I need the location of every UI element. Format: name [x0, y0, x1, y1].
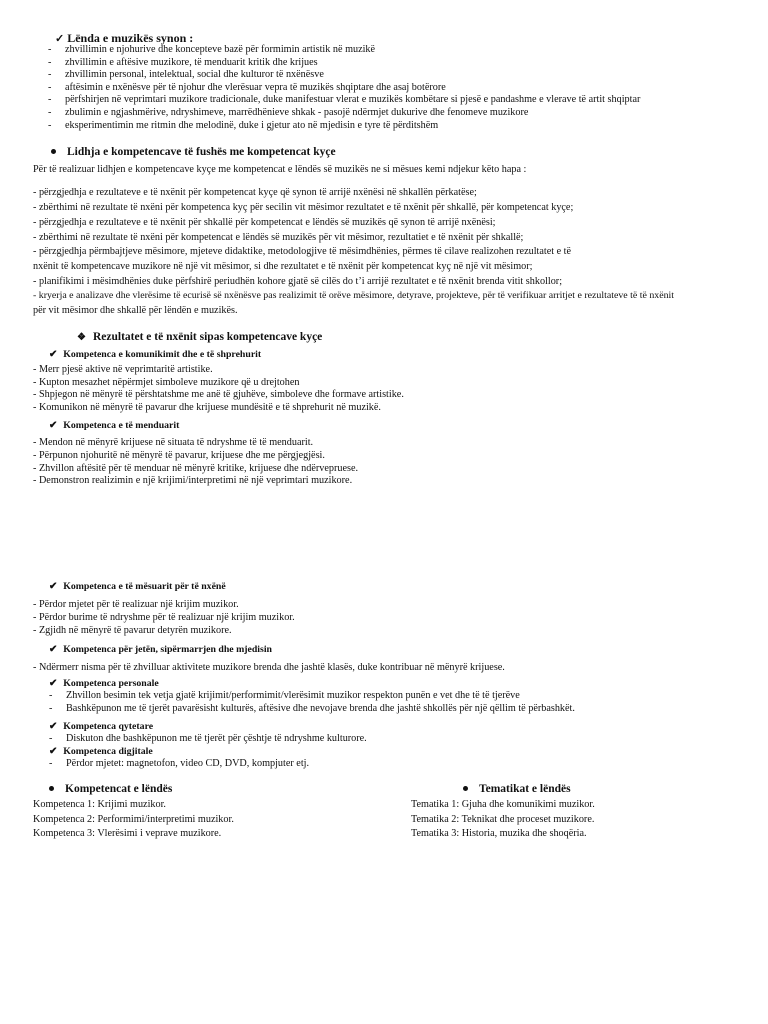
- check-icon: ✔: [49, 420, 58, 431]
- section2-intro: Për të realizuar lidhjen e kompetencave kyçe me kompetencat e lëndës së muzikës ne si mësues kemi ndjekur këto hapa :: [33, 164, 527, 175]
- diamond-bullet-icon: ❖: [77, 332, 86, 343]
- section3-title: ❖ Rezultatet e të nxënit sipas kompetencave kyçe: [77, 331, 323, 343]
- list-item: - Përdor burime të ndryshme për të realizuar një krijim muzikor.: [33, 611, 295, 623]
- list-item: - Shpjegon në mënyrë të përshtatshme me anë të gjuhëve, simboleve dhe formave artistike.: [33, 389, 404, 401]
- list-item: - Përdor mjetet për të realizuar një krijim muzikor.: [33, 599, 239, 610]
- list-item: Tematika 3: Historia, muzika dhe shoqëria.: [411, 828, 587, 839]
- list-item: nxënit të kompetencave muzikore në një vit mësimor, si dhe rezultatet e të nxënit për kompetencat kyç në një vit mësimor;: [33, 261, 533, 272]
- mjedisin-title: ✔ Kompetenca për jetën, sipërmarrjen dhe mjedisin: [49, 644, 273, 655]
- check-icon: ✔: [49, 644, 58, 655]
- menduarit-title: ✔ Kompetenca e të menduarit: [49, 420, 180, 431]
- list-item: - kryerja e analizave dhe vlerësime të ecurisë së nxënësve pas realizimit të orëve mësimore, detyrave, projekteve, për të verifikuar arritjet e rezultateve të të nxënit: [33, 290, 675, 301]
- mesuarit-title: ✔ Kompetenca e të mësuarit për të nxënë: [49, 581, 226, 592]
- check-icon: ✔: [49, 746, 58, 757]
- round-bullet-icon: [463, 782, 479, 796]
- komunikimit-title: ✔ Kompetenca e komunikimit dhe e të shprehurit: [49, 349, 262, 360]
- list-item: - zbërthimi në rezultate të nxëni për kompetencat e lëndës së muzikës për vit mësimor, rezultatiet e të nxënit për shkallë;: [33, 231, 524, 243]
- list-item: Kompetenca 3: Vlerësimi i veprave muzikore.: [33, 828, 222, 839]
- round-bullet-icon: [51, 145, 67, 159]
- tematikat-title: Tematikat e lëndës: [463, 782, 571, 796]
- list-item: - planifikimi i mësimdhënies duke përfshirë periudhën kohore gjatë së cilës do t’i arrijë rezultatet e të nxënit brenda vitit shkollor;: [33, 275, 563, 287]
- list-item: - Mendon në mënyrë krijuese në situata të ndryshme të të menduarit.: [33, 437, 314, 448]
- qytetare-title: ✔ Kompetenca qytetare: [49, 721, 154, 732]
- list-item: - Zgjidh në mënyrë të pavarur detyrën muzikore.: [33, 624, 232, 636]
- list-item: - Kupton mesazhet nëpërmjet simboleve muzikore që u drejtohen: [33, 376, 300, 388]
- digjitale-title: ✔ Kompetenca digjitale: [49, 746, 153, 757]
- round-bullet-icon: [49, 782, 65, 796]
- check-icon: ✓: [55, 33, 65, 45]
- check-icon: ✔: [49, 349, 58, 360]
- personale-title: ✔ Kompetenca personale: [49, 678, 159, 689]
- list-item: Kompetenca 1: Krijimi muzikor.: [33, 799, 166, 810]
- list-item: - Merr pjesë aktive në veprimtaritë artistike.: [33, 364, 213, 375]
- list-item: Kompetenca 2: Performimi/interpretimi muzikor.: [33, 813, 234, 825]
- list-item: Tematika 2: Teknikat dhe proceset muzikore.: [411, 813, 595, 825]
- list-item: - Demonstron realizimin e një krijimi/interpretimi në një veprimtari muzikore.: [33, 475, 353, 487]
- list-item: - përzgjedhja përmbajtjeve mësimore, mjeteve didaktike, metodologjive të mësimdhënies, përmes të cilave realizohen rezultatet e të: [33, 246, 572, 257]
- section1-title-text: Lënda e muzikës synon :: [67, 31, 194, 45]
- check-icon: ✔: [49, 581, 58, 592]
- document-page: ✓ Lënda e muzikës synon : - zhvillimin e njohurive dhe koncepteve bazë për formimin artistik në muzikë - zhvillimin e aftësive muzikore, të menduarit kritik dhe krijues - zhvillimin personal, intelektual, social dhe kulturor të nxënësve - aftësimin e nxënësve për të njohur dhe vlerësuar vepra të muzikës shqiptare dhe asaj botërore - përfshirjen në veprimtari muzikore tradicionale, duke manifestuar vlerat e muzikës kombëtare si pjesë e pandashme e vlerave të artit shqiptar - zbulimin e ngjashmërive, ndryshimeve, marrëdhënieve shkak - pasojë ndërmjet dukurive dhe fenomeve muzikore - eksperimentimin me ritmin dhe melodinë, duke i gjetur ato në mjedisin e tyre të përditshëm Lidhja e kompetencave të fushës me kompetencat kyçe Për të realizuar lidhjen e kompetencave kyçe me kompetencat e lëndës së muzikës ne si mësues kemi ndjekur këto hapa : - përzgjedhja e rezultateve e të nxënit për kompetencat kyçe që synon të arrijë nxënësi në shkallën përkatëse; - zbërthimi në rezultate të nxëni për kompetenca kyç për secilin vit mësimor rezultatet e të nxënit për shkallë, për kompetencat kyçe; - përzgjedhja e rezultateve e të nxënit për shkallë për kompetencat e lëndës së muzikës që synon të arrijë nxënësi; - zbërthimi në rezultate të nxëni për kompetencat e lëndës së muzikës për vit mësimor, rezultatiet e të nxënit për shkallë; - përzgjedhja përmbajtjeve mësimore, mjeteve didaktike, metodologjive të mësimdhënies, përmes të cilave realizohen rezultatet e të nxënit të kompetencave muzikore në një vit mësimor, si dhe rezultatet e të nxënit për kompetencat kyç në një vit mësimor; - planifikimi i mësimdhënies duke përfshirë periudhën kohore gjatë së cilës do t’i arrijë rezultatet e të nxënit brenda vitit shkollor; - kryerja e analizave dhe vlerësime të ecurisë së nxënësve pas realizimit të orëve mësimore, detyrave, projekteve, për të verifikuar arritjet e rezultateve të të nxënit për vit mësimor dhe shkallë për lëndën e muzikës. ❖ Rezultatet e të nxënit sipas kompetencave kyçe ✔ Kompetenca e komunikimit dhe e të shprehurit - Merr pjesë aktive në veprimtaritë artistike. - Kupton mesazhet nëpërmjet simboleve muzikore që u drejtohen - Shpjegon në mënyrë të përshtatshme me anë të gjuhëve, simboleve dhe formave artistike. - Komunikon në mënyrë të pavarur dhe krijuese mundësitë e të shprehurit në muzikë. ✔ Kompetenca e të menduarit - Mendon në mënyrë krijuese në situata të ndryshme të të menduarit. - Përpunon njohuritë në mënyrë të pavarur, krijuese dhe me përgjegjësi. - Zhvillon aftësitë për të menduar në mënyrë kritike, krijuese dhe ndërvepruese. - Demonstron realizimin e një krijimi/interpretimi në një veprimtari muzikore. ✔ Kompetenca e të mësuarit për të nxënë - Përdor mjetet për të realizuar një krijim muzikor. - Përdor burime të ndryshme për të realizuar një krijim muzikor. - Zgjidh në mënyrë të pavarur detyrën muzikore. ✔ Kompetenca për jetën, sipërmarrjen dhe mjedisin - Ndërmerr nisma për të zhvilluar aktivitete muzikore brenda dhe jashtë klasës, duke kontribuar në mënyrë krijuese. ✔ Kompetenca personale - Zhvillon besimin tek vetja gjatë krijimit/performimit/vlerësimit muzikor respekton punën e vet dhe të të tjerëve - Bashkëpunon me të tjerët pavarësisht kulturës, aftësive dhe nevojave brenda dhe jashtë shkollës për një qëllim të përbashkët. ✔ Kompetenca qytetare - Diskuton dhe bashkëpunon me të tjerët për çështje të ndryshme kulturore. ✔ Kompetenca digjitale - Përdor mjetet: magnetofon, video CD, DVD, kompjuter etj. Kompetencat e lëndës Kompetenca 1: Krijimi muzikor. Kompetenca 2: Performimi/interpretimi muzikor. Kompetenca 3: Vlerësimi i veprave muzikore. Tematikat e lëndës Tematika 1: Gjuha dhe komunikimi muzikor. Tematika 2: Teknikat dhe proceset muzikore. Tematika 3: Historia, muzika dhe shoqëria.: [0, 0, 768, 1024]
- list-item: - përzgjedhja e rezultateve e të nxënit për kompetencat kyçe që synon të arrijë nxënësi në shkallën përkatëse;: [33, 187, 477, 198]
- list-item: - Komunikon në mënyrë të pavarur dhe krijuese mundësitë e të shprehurit në muzikë.: [33, 401, 381, 413]
- list-item: Tematika 1: Gjuha dhe komunikimi muzikor.: [411, 799, 595, 810]
- section2-title: Lidhja e kompetencave të fushës me kompetencat kyçe: [51, 145, 336, 159]
- list-item: - zbërthimi në rezultate të nxëni për kompetenca kyç për secilin vit mësimor rezultatet e të nxënit për shkallë, për kompetencat kyçe;: [33, 202, 574, 213]
- kompetencat-title: Kompetencat e lëndës: [49, 782, 172, 796]
- list-item: - Përpunon njohuritë në mënyrë të pavarur, krijuese dhe me përgjegjësi.: [33, 449, 325, 461]
- mjedisin-line: - Ndërmerr nisma për të zhvilluar aktivitete muzikore brenda dhe jashtë klasës, duke kontribuar në mënyrë krijuese.: [33, 662, 505, 673]
- list-item: - Zhvillon aftësitë për të menduar në mënyrë kritike, krijuese dhe ndërvepruese.: [33, 462, 359, 474]
- check-icon: ✔: [49, 721, 58, 732]
- list-item: për vit mësimor dhe shkallë për lëndën e muzikës.: [33, 305, 238, 316]
- check-icon: ✔: [49, 678, 58, 689]
- list-item: - përzgjedhja e rezultateve e të nxënit për shkallë për kompetencat e lëndës së muzikës që synon të arrijë nxënësi;: [33, 217, 496, 228]
